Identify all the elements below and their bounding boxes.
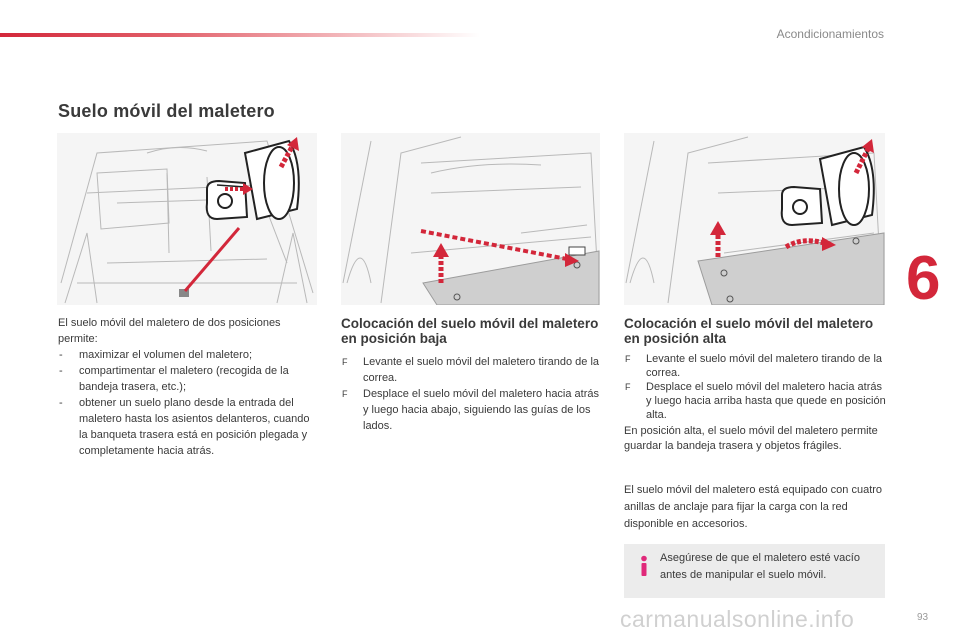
trunk-strap-illustration xyxy=(57,133,317,305)
step-marker: F xyxy=(625,354,631,364)
list-item: - obtener un suelo plano desde la entrada del maletero hasta los asientos delanteros, cuando la banqueta trasera está en posición plegada y completamente hacia atrás. xyxy=(58,395,320,459)
high-position-illustration xyxy=(624,133,885,305)
intro-list xyxy=(58,347,320,459)
intro-text xyxy=(58,315,320,459)
high-position-steps xyxy=(624,352,886,422)
low-position-illustration xyxy=(341,133,600,305)
info-note xyxy=(624,544,885,598)
chapter-number: 6 xyxy=(906,244,941,313)
note-text: Asegúrese de que el maletero esté vacío antes de manipular el suelo móvil. xyxy=(660,552,860,581)
step-marker: F xyxy=(625,382,631,392)
list-item: F Desplace el suelo móvil del maletero hacia atrás y luego hacia arriba hasta que quede en posición alta. xyxy=(625,381,886,421)
step-marker: F xyxy=(342,357,348,367)
page-title: Suelo móvil del maletero xyxy=(58,101,275,121)
watermark: carmanualsonline.info xyxy=(620,606,855,632)
info-icon xyxy=(637,555,651,577)
section-header: Acondicionamientos xyxy=(776,27,884,41)
high-position-paragraph: En posición alta, el suelo móvil del maletero permite guardar la bandeja trasera y objetos frágiles. xyxy=(624,425,878,452)
high-position-title: Colocación el suelo móvil del maletero en posición alta xyxy=(624,316,874,346)
anchor-rings-paragraph: El suelo móvil del maletero está equipado con cuatro anillas de anclaje para fijar la carga con la red disponible en accesorios. xyxy=(624,484,883,530)
header-accent-bar xyxy=(0,33,480,37)
list-item: F Levante el suelo móvil del maletero tirando de la correa. xyxy=(625,353,883,379)
step-marker: F xyxy=(342,389,348,399)
list-item: F Desplace el suelo móvil del maletero hacia atrás y luego hacia abajo, siguiendo las guías de los lados. xyxy=(342,388,600,432)
list-item: - compartimentar el maletero (recogida de la bandeja trasera, etc.); xyxy=(58,363,320,395)
low-position-steps xyxy=(341,354,603,434)
list-item: - maximizar el volumen del maletero; xyxy=(58,347,320,363)
page-number: 93 xyxy=(917,612,929,623)
list-item: F Levante el suelo móvil del maletero tirando de la correa. xyxy=(342,356,600,384)
low-position-title: Colocación del suelo móvil del maletero en posición baja xyxy=(341,316,599,346)
intro-lead: El suelo móvil del maletero de dos posiciones permite: xyxy=(58,317,281,345)
